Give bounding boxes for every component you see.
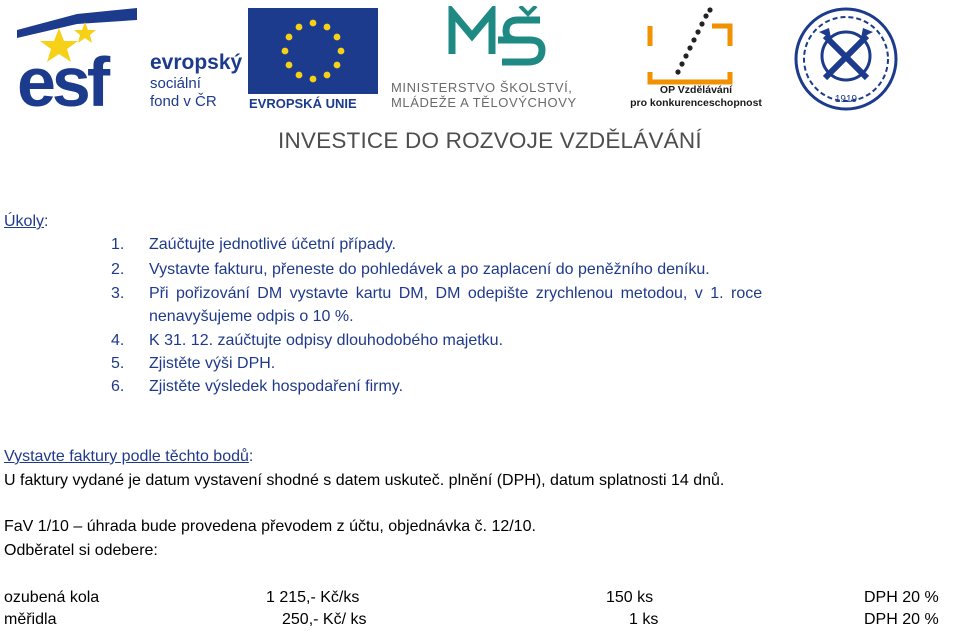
task-item-4 (111, 331, 503, 351)
task-item-3 (111, 284, 762, 304)
item-vat: DPH 20 % (864, 611, 939, 628)
task-item-1 (111, 235, 396, 255)
esf-label-line2 (150, 75, 217, 111)
tasks-heading-text: Úkoly (4, 213, 45, 230)
tasks-heading (4, 212, 48, 232)
task-text: Při pořizování DM vystavte kartu DM, DM odepište zrychlenou metodou, v 1. roce (149, 285, 763, 302)
op-label-line1: OP Vzdělávání (659, 84, 733, 96)
item-price: 250,- Kč/ ks (282, 611, 367, 628)
item-qty: 150 ks (606, 589, 654, 606)
item-name: měřidla (4, 611, 57, 628)
task-num: 5. (111, 355, 125, 372)
msmt-label (391, 80, 577, 110)
msmt-label-line1: MINISTERSTVO ŠKOLSTVÍ, (391, 80, 573, 95)
task-item-3-continued: nenavyšujeme odpis o 10 %. (149, 308, 354, 325)
op-label (626, 84, 766, 110)
esf-label-line1: evropský (150, 51, 243, 74)
task-num: 2. (111, 261, 125, 278)
esf-label-text2: sociální (150, 75, 201, 92)
task-item-5 (111, 354, 275, 374)
item-name: ozubená kola (4, 589, 100, 606)
task-text: Zjistěte výsledek hospodaření firmy. (149, 378, 404, 395)
task-num: 1. (111, 236, 125, 253)
invoice-heading-text: Vystavte faktury podle těchto bodů (4, 448, 249, 465)
msmt-label-line2: MLÁDEŽE A TĚLOVÝCHOVY (391, 95, 577, 110)
task-item-2 (111, 260, 710, 280)
buyer-label: Odběratel si odebere: (4, 542, 158, 559)
invoice-heading-colon: : (248, 448, 254, 465)
seal-logo (793, 6, 899, 112)
op-label-line2: pro konkurenceschopnost (630, 97, 762, 109)
task-num: 6. (111, 378, 125, 395)
tasks-heading-colon: : (44, 213, 49, 230)
task-text: Vystavte fakturu, přeneste do pohledávek a po zaplacení do peněžního deníku. (149, 261, 710, 278)
item-price: 1 215,- Kč/ks (266, 589, 360, 606)
svg-text:1919: 1919 (834, 94, 858, 105)
esf-label-text3: fond v ČR (150, 93, 217, 110)
logo-bar (0, 0, 959, 190)
task-item-6 (111, 377, 403, 397)
task-num: 3. (111, 285, 125, 302)
item-qty: 1 ks (629, 611, 659, 628)
invoice-fav: FaV 1/10 – úhrada bude provedena převodem z účtu, objednávka č. 12/10. (4, 518, 536, 535)
task-num: 4. (111, 332, 125, 349)
item-vat: DPH 20 % (864, 589, 939, 606)
tagline: INVESTICE DO ROZVOJE VZDĚLÁVÁNÍ (278, 128, 702, 153)
task-text: K 31. 12. zaúčtujte odpisy dlouhodobého majetku. (149, 332, 504, 349)
task-text: Zaúčtujte jednotlivé účetní případy. (149, 236, 396, 253)
invoice-heading (4, 447, 253, 467)
task-text: Zjistěte výši DPH. (149, 355, 276, 372)
eu-label: EVROPSKÁ UNIE (249, 96, 357, 111)
invoice-rule: U faktury vydané je datum vystavení shodné s datem uskuteč. plnění (DPH), datum splatnosti 14 dnů. (4, 472, 725, 489)
svg-text:esf: esf (17, 43, 107, 110)
